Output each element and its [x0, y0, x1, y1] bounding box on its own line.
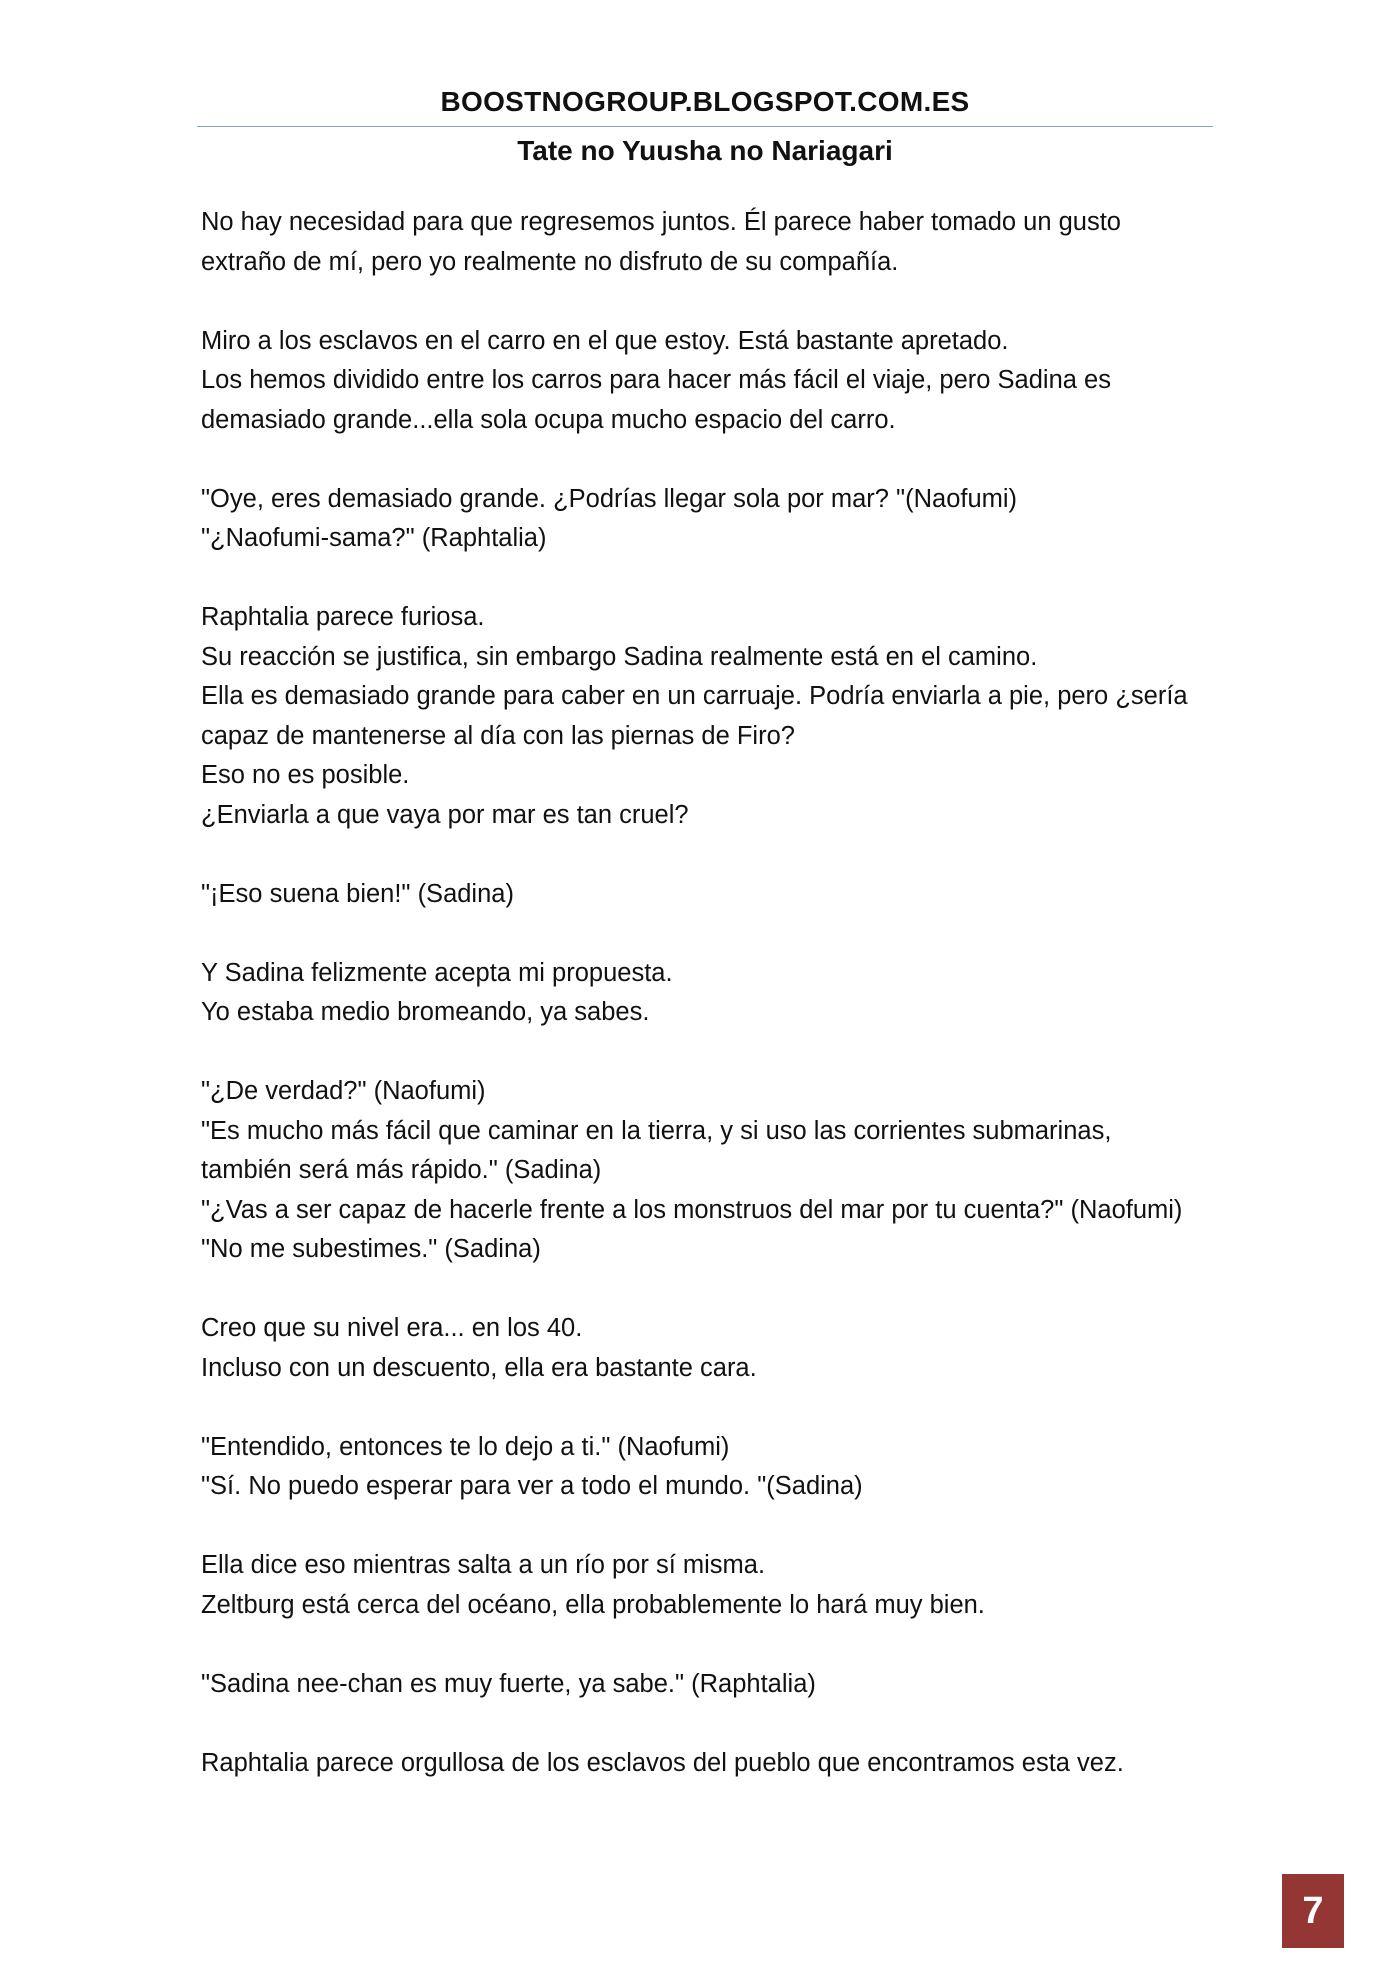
page-header [197, 84, 1213, 169]
text-line: Creo que su nivel era... en los 40. [201, 1314, 583, 1342]
text-line: demasiado grande...ella sola ocupa mucho espacio del carro. [201, 405, 896, 434]
text-line: también será más rápido." (Sadina) [201, 1156, 602, 1184]
text-line: Los hemos dividido entre los carros para hacer más fácil el viaje, pero Sadina es [201, 366, 1111, 394]
text-line: Raphtalia parece orgullosa de los esclavos del pueblo que encontramos esta vez. [201, 1748, 1124, 1777]
text-line: "Sí. No puedo esperar para ver a todo el mundo. "(Sadina) [201, 1472, 863, 1500]
site-title: BOOSTNOGROUP.BLOGSPOT.COM.ES [440, 86, 970, 117]
paragraph [201, 203, 1221, 282]
paragraph [201, 598, 1221, 835]
text-line: "¡Eso suena bien!" (Sadina) [201, 879, 514, 908]
text-line: extraño de mí, pero yo realmente no disfruto de su compañía. [201, 247, 899, 276]
paragraph [201, 1744, 1221, 1784]
text-line: "Sadina nee-chan es muy fuerte, ya sabe." (Raphtalia) [201, 1669, 816, 1698]
paragraph [201, 1072, 1221, 1270]
text-line: "Es mucho más fácil que caminar en la tierra, y si uso las corrientes submarinas, [201, 1116, 1112, 1145]
paragraph [201, 1665, 1221, 1705]
text-line: Incluso con un descuento, ella era bastante cara. [201, 1353, 757, 1382]
text-line: Su reacción se justifica, sin embargo Sadina realmente está en el camino. [201, 642, 1038, 671]
paragraph [201, 954, 1221, 1033]
text-line: "¿Naofumi-sama?" (Raphtalia) [201, 524, 547, 552]
text-line: No hay necesidad para que regresemos juntos. Él parece haber tomado un gusto [201, 208, 1121, 236]
text-line: "¿Vas a ser capaz de hacerle frente a los monstruos del mar por tu cuenta?" (Naofumi) [201, 1195, 1183, 1224]
text-line: "Oye, eres demasiado grande. ¿Podrías llegar sola por mar? "(Naofumi) [201, 484, 1018, 513]
paragraph [201, 322, 1221, 441]
text-line: "¿De verdad?" (Naofumi) [201, 1077, 486, 1105]
paragraph [201, 480, 1221, 559]
text-line: "Entendido, entonces te lo dejo a ti." (Naofumi) [201, 1432, 730, 1461]
page-number-badge [1282, 1874, 1344, 1948]
text-line: Ella es demasiado grande para caber en un carruaje. Podría enviarla a pie, pero ¿sería [201, 682, 1188, 710]
paragraph [201, 1309, 1221, 1388]
text-line: Miro a los esclavos en el carro en el que estoy. Está bastante apretado. [201, 326, 1009, 355]
text-line: Yo estaba medio bromeando, ya sabes. [201, 998, 650, 1026]
paragraph [201, 1428, 1221, 1507]
header-divider [197, 126, 1213, 127]
text-line: "No me subestimes." (Sadina) [201, 1235, 541, 1263]
paragraph [201, 875, 1221, 915]
document-body [201, 203, 1221, 1823]
text-line: Zeltburg está cerca del océano, ella probablemente lo hará muy bien. [201, 1590, 985, 1619]
document-title: Tate no Yuusha no Nariagari [517, 135, 893, 166]
text-line: Eso no es posible. [201, 761, 410, 789]
text-line: ¿Enviarla a que vaya por mar es tan cruel? [201, 800, 689, 829]
text-line: Raphtalia parece furiosa. [201, 603, 485, 631]
text-line: Ella dice eso mientras salta a un río por sí misma. [201, 1551, 766, 1579]
paragraph [201, 1546, 1221, 1625]
text-line: capaz de mantenerse al día con las piernas de Firo? [201, 721, 795, 750]
page-number: 7 [1302, 1890, 1324, 1932]
text-line: Y Sadina felizmente acepta mi propuesta. [201, 958, 673, 987]
